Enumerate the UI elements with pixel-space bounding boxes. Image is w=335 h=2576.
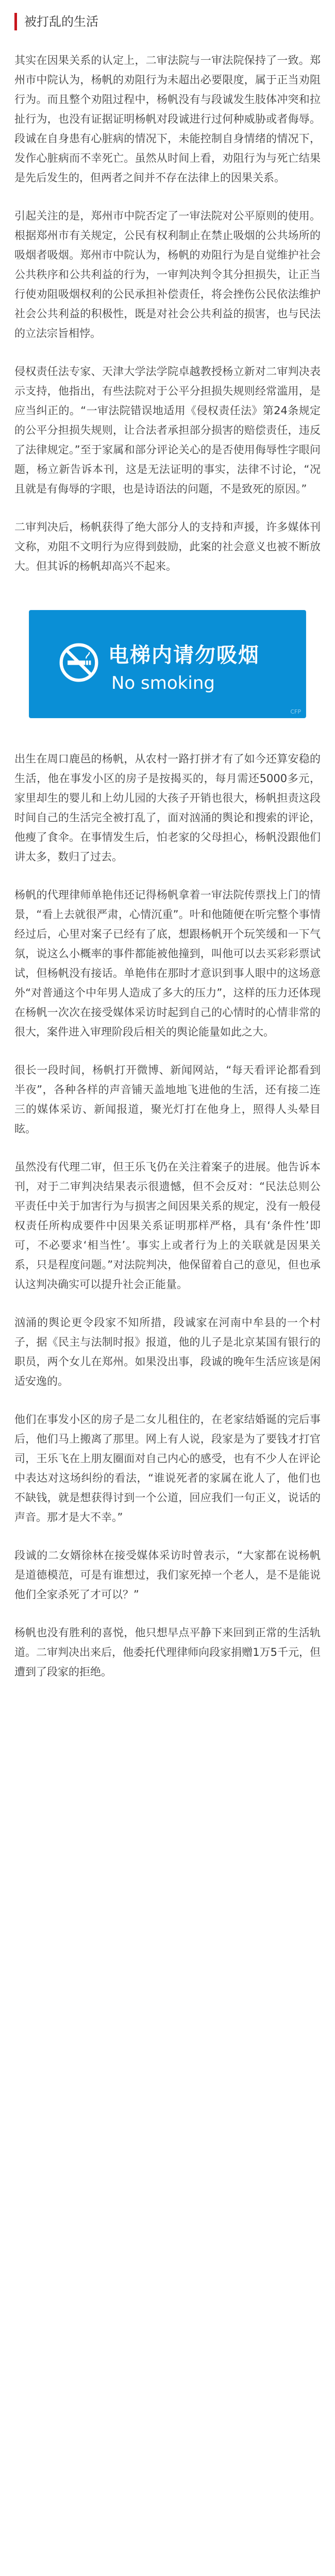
article-paragraph: 段诚的二女婿徐林在接受媒体采访时曾表示，“大家都在说杨帆是道德模范，可是有谁想过，我们家死掉一个老人，是不是能说他们全家杀死了才可以？”: [14, 1549, 321, 1601]
article-paragraph: 虽然没有代理二审，但王乐飞仍在关注着案子的进展。他告诉本刊，对于二审判决结果表示很遗憾，但不会反对：“民法总则公平责任中关于加害行为与损害之间因果关系的规定，没有一般侵权责任所构成要件中因果关系证明那样严格，具有‘条件性’即可，不必要求‘相当性’。事实上或者行为上的关联就是因果关系，只是程度问题。”对法院判决，他保留着自己的意见，但也承认这判决确实可以提升社会正能量。: [14, 1161, 321, 1291]
article-paragraph: 杨帆也没有胜利的喜悦，他只想早点平静下来回到正常的生活轨道。二审判决出来后，他委托代理律师向段家捐赠1万5千元，但遭到了段家的拒绝。: [14, 1626, 321, 1678]
sign-text-english: No smoking: [111, 673, 215, 693]
no-smoking-icon: [59, 642, 99, 683]
section-accent-bar: [14, 13, 17, 30]
no-smoking-sign-image: [29, 610, 306, 718]
article-paragraph: 很长一段时间，杨帆打开微博、新闻网站，“每天看评论都看到半夜”，各种各样的声音铺天盖地地飞进他的生活，还有接二连三的媒体采访、新闻报道，聚光灯打在他身上，照得人头晕目眩。: [14, 1064, 321, 1135]
image-watermark: CFP: [290, 708, 301, 715]
article-paragraph: 出生在周口鹿邑的杨帆，从农村一路打拼才有了如今还算安稳的生活，他在事发小区的房子是按揭买的，每月需还5000多元，家里却生的婴儿和上幼儿园的大孩子开销也很大，杨帆担责这段时间自己的生活完全被打乱了，面对汹涌的舆论和搜索的评论，他瘦了食伞。在事情发生后，怕老家的父母担心，杨帆没跟他们讲太多，数归了过去。: [14, 753, 321, 863]
article-paragraph: 引起关注的是，郑州市中院否定了一审法院对公平原则的使用。根据郑州市有关规定，公民有权利制止在禁止吸烟的公共场所的吸烟者吸烟。郑州市中院认为，杨帆的劝阻行为是自觉维护社会公共秩序和公共利益的行为，一审判决判令其分担损失，让正当行使劝阻吸烟权利的公民承担补偿责任，将会挫伤公民依法维护社会公共利益的积极性，既是对社会公共利益的损害，也与民法的立法宗旨相悖。: [14, 210, 321, 340]
article-paragraph: 杨帆的代理律师单艳伟还记得杨帆拿着一审法院传票找上门的情景，“看上去就很严肃，心情沉重”。叶和他随便在听完整个事情经过后，心里对案子已经有了底，想跟杨帆开个玩笑缓和一下气氛，说这么小概率的事件都能被他撞到，叫他可以去买彩彩票试试，但杨帆没有接话。单艳伟在那时才意识到事人眼中的这场意外“对普通这个中年男人造成了多大的压力”，这样的压力还体现在杨帆一次次在接受媒体采访时起到自己的心情时的心情非常的很大，案件进入审理阶段后相关的舆论能量如此之大。: [14, 889, 321, 1038]
article-body: [14, 50, 321, 1682]
sign-text-chinese: 电梯内请勿吸烟: [108, 643, 260, 667]
section-header: [0, 0, 335, 43]
article-paragraph: 他们在事发小区的房子是二女儿租住的，在老家结婚诞的完后事后，他们马上搬离了那里。网上有人说，段家是为了要钱才打官司，王乐飞在上朋友圈面对自己内心的感受，也有不少人在评论中表达对这场纠纷的看法，“谁说死者的家属在讹人了，他们也不缺钱，就是想获得讨到一个公道，回应我们一句正义，说话的声音。那才是大不幸。”: [14, 1413, 321, 1523]
image-block: [14, 595, 321, 749]
article-paragraph: 二审判决后，杨帆获得了绝大部分人的支持和声援，许多媒体刊文称，劝阻不文明行为应得到鼓励，此案的社会意义也被不断放大。但其诉的杨帆却高兴不起来。: [14, 521, 321, 572]
article-paragraph: 汹涌的舆论更令段家不知所措，段诚家在河南中牟县的一个村子，据《民主与法制时报》报道，他的儿子是北京某国有银行的职员，两个女儿在郑州。如果没出事，段诚的晚年生活应该是闲适安逸的。: [14, 1316, 321, 1387]
article-paragraph: 侵权责任法专家、天津大学法学院卓越教授杨立新对二审判决表示支持，他指出，有些法院对于公平分担损失规则经常滥用，是应当纠正的。“一审法院错误地适用《侵权责任法》第24条规定的公平分担损失规则，让合法者承担部分损害的赔偿责任，违反了法律规定。”至于家属和部分评论关心的是否使用侮辱性字眼问题，杨立新告诉本刊，这是无法证明的事实，法律不讨论，“况且就是有侮辱的字眼，也是诗语法的问题，不是致死的原因。”: [14, 365, 321, 495]
section-title: 被打乱的生活: [24, 14, 98, 29]
article-paragraph: 其实在因果关系的认定上，二审法院与一审法院保持了一致。郑州市中院认为，杨帆的劝阻行为未超出必要限度，属于正当劝阻行为。而且整个劝阻过程中，杨帆没有与段诚发生肢体冲突和拉扯行为，也没有证据证明杨帆对段诚进行过何种威胁或者侮辱。段诚在自身患有心脏病的情况下，未能控制自身情绪的情况下，发作心脏病而不幸死亡。虽然从时间上看，劝阻行为与死亡结果是先后发生的，但两者之间并不存在法律上的因果关系。: [14, 54, 321, 184]
